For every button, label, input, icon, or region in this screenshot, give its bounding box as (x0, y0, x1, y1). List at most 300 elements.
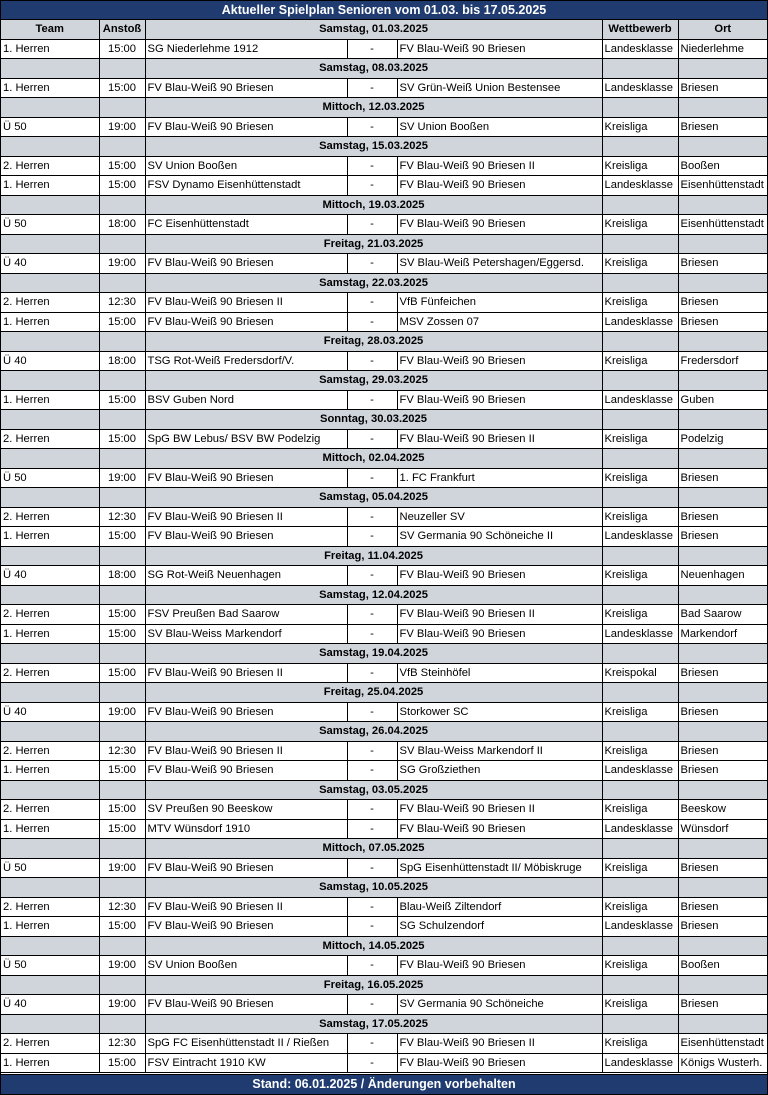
separator-cell: - (347, 507, 397, 527)
match-row (1, 507, 767, 527)
competition-cell: Landesklasse (602, 819, 678, 839)
team-cell: 1. Herren (1, 312, 99, 332)
day-filler-time (99, 1014, 145, 1034)
match-row (1, 78, 767, 98)
separator-cell: - (347, 897, 397, 917)
home-team-cell: MTV Wünsdorf 1910 (145, 819, 347, 839)
day-filler-competition (602, 59, 678, 79)
day-filler-venue (678, 59, 767, 79)
kickoff-cell: 19:00 (99, 254, 145, 274)
day-filler-time (99, 722, 145, 742)
team-cell: 1. Herren (1, 527, 99, 547)
match-row (1, 176, 767, 196)
day-filler-venue (678, 195, 767, 215)
day-date: Freitag, 25.04.2025 (145, 683, 602, 703)
match-row (1, 390, 767, 410)
day-date: Mittoch, 12.03.2025 (145, 98, 602, 118)
day-filler-team (1, 683, 99, 703)
day-date: Mittoch, 07.05.2025 (145, 839, 602, 859)
day-filler-team (1, 878, 99, 898)
away-team-cell: FV Blau-Weiß 90 Briesen (397, 566, 602, 586)
day-filler-time (99, 371, 145, 391)
separator-cell: - (347, 312, 397, 332)
away-team-cell: FV Blau-Weiß 90 Briesen (397, 215, 602, 235)
away-team-cell: VfB Steinhöfel (397, 663, 602, 683)
match-row (1, 605, 767, 625)
day-filler-team (1, 780, 99, 800)
day-filler-team (1, 644, 99, 664)
header-row (1, 20, 767, 39)
team-cell: Ü 50 (1, 858, 99, 878)
kickoff-cell: 15:00 (99, 390, 145, 410)
day-filler-venue (678, 975, 767, 995)
day-filler-team (1, 371, 99, 391)
kickoff-cell: 12:30 (99, 741, 145, 761)
separator-cell: - (347, 39, 397, 59)
kickoff-cell: 15:00 (99, 176, 145, 196)
home-team-cell: FV Blau-Weiß 90 Briesen II (145, 293, 347, 313)
day-filler-team (1, 59, 99, 79)
day-filler-time (99, 839, 145, 859)
separator-cell: - (347, 761, 397, 781)
kickoff-cell: 18:00 (99, 215, 145, 235)
kickoff-cell: 15:00 (99, 527, 145, 547)
day-filler-venue (678, 1014, 767, 1034)
competition-cell: Kreisliga (602, 215, 678, 235)
venue-cell: Fredersdorf (678, 351, 767, 371)
day-filler-venue (678, 644, 767, 664)
kickoff-cell: 15:00 (99, 624, 145, 644)
team-cell: 2. Herren (1, 741, 99, 761)
day-filler-competition (602, 195, 678, 215)
day-filler-competition (602, 585, 678, 605)
kickoff-cell: 19:00 (99, 117, 145, 137)
separator-cell: - (347, 624, 397, 644)
day-filler-time (99, 449, 145, 469)
team-cell: 1. Herren (1, 390, 99, 410)
separator-cell: - (347, 956, 397, 976)
header-team: Team (1, 20, 99, 39)
home-team-cell: SG Rot-Weiß Neuenhagen (145, 566, 347, 586)
away-team-cell: SG Schulzendorf (397, 917, 602, 937)
venue-cell: Eisenhüttenstadt (678, 1034, 767, 1054)
home-team-cell: SpG FC Eisenhüttenstadt II / Rießen (145, 1034, 347, 1054)
kickoff-cell: 19:00 (99, 995, 145, 1015)
competition-cell: Kreisliga (602, 254, 678, 274)
match-row (1, 917, 767, 937)
away-team-cell: FV Blau-Weiß 90 Briesen II (397, 429, 602, 449)
team-cell: 2. Herren (1, 429, 99, 449)
day-filler-competition (602, 975, 678, 995)
day-filler-venue (678, 878, 767, 898)
day-header-row (1, 585, 767, 605)
home-team-cell: FSV Eintracht 1910 KW (145, 1053, 347, 1073)
venue-cell: Briesen (678, 117, 767, 137)
day-filler-venue (678, 332, 767, 352)
venue-cell: Briesen (678, 468, 767, 488)
team-cell: 1. Herren (1, 78, 99, 98)
day-date: Freitag, 21.03.2025 (145, 234, 602, 254)
separator-cell: - (347, 1053, 397, 1073)
separator-cell: - (347, 741, 397, 761)
home-team-cell: FV Blau-Weiß 90 Briesen (145, 527, 347, 547)
schedule-title: Aktueller Spielplan Senioren vom 01.03. bis 17.05.2025 (1, 1, 767, 20)
day-header-row (1, 234, 767, 254)
match-row (1, 663, 767, 683)
day-date: Samstag, 19.04.2025 (145, 644, 602, 664)
home-team-cell: FC Eisenhüttenstadt (145, 215, 347, 235)
day-filler-venue (678, 683, 767, 703)
day-header-row (1, 332, 767, 352)
day-header-row (1, 683, 767, 703)
competition-cell: Landesklasse (602, 624, 678, 644)
day-filler-venue (678, 936, 767, 956)
venue-cell: Briesen (678, 995, 767, 1015)
home-team-cell: FV Blau-Weiß 90 Briesen (145, 995, 347, 1015)
match-row (1, 351, 767, 371)
away-team-cell: SG Großziethen (397, 761, 602, 781)
kickoff-cell: 18:00 (99, 566, 145, 586)
away-team-cell: 1. FC Frankfurt (397, 468, 602, 488)
match-row (1, 995, 767, 1015)
competition-cell: Kreisliga (602, 117, 678, 137)
day-filler-time (99, 878, 145, 898)
venue-cell: Podelzig (678, 429, 767, 449)
team-cell: Ü 40 (1, 351, 99, 371)
team-cell: 2. Herren (1, 293, 99, 313)
match-row (1, 117, 767, 137)
day-date: Sonntag, 30.03.2025 (145, 410, 602, 430)
day-header-row (1, 936, 767, 956)
kickoff-cell: 19:00 (99, 858, 145, 878)
day-filler-time (99, 546, 145, 566)
day-filler-competition (602, 137, 678, 157)
away-team-cell: SV Grün-Weiß Union Bestensee (397, 78, 602, 98)
venue-cell: Niederlehme (678, 39, 767, 59)
day-filler-venue (678, 98, 767, 118)
day-filler-time (99, 273, 145, 293)
away-team-cell: SV Union Booßen (397, 117, 602, 137)
away-team-cell: FV Blau-Weiß 90 Briesen II (397, 1034, 602, 1054)
home-team-cell: FV Blau-Weiß 90 Briesen (145, 117, 347, 137)
away-team-cell: FV Blau-Weiß 90 Briesen (397, 39, 602, 59)
home-team-cell: FV Blau-Weiß 90 Briesen II (145, 663, 347, 683)
day-filler-team (1, 936, 99, 956)
away-team-cell: SV Blau-Weiß Petershagen/Eggersd. (397, 254, 602, 274)
venue-cell: Eisenhüttenstadt (678, 215, 767, 235)
day-date: Samstag, 17.05.2025 (145, 1014, 602, 1034)
day-filler-time (99, 585, 145, 605)
venue-cell: Briesen (678, 78, 767, 98)
match-row (1, 761, 767, 781)
kickoff-cell: 12:30 (99, 897, 145, 917)
day-date: Samstag, 12.04.2025 (145, 585, 602, 605)
day-date: Freitag, 28.03.2025 (145, 332, 602, 352)
competition-cell: Kreisliga (602, 858, 678, 878)
venue-cell: Guben (678, 390, 767, 410)
competition-cell: Kreisliga (602, 702, 678, 722)
day-filler-competition (602, 234, 678, 254)
venue-cell: Markendorf (678, 624, 767, 644)
away-team-cell: FV Blau-Weiß 90 Briesen II (397, 605, 602, 625)
home-team-cell: FV Blau-Weiß 90 Briesen (145, 312, 347, 332)
venue-cell: Briesen (678, 663, 767, 683)
day-filler-venue (678, 488, 767, 508)
day-filler-competition (602, 878, 678, 898)
competition-cell: Landesklasse (602, 1053, 678, 1073)
kickoff-cell: 15:00 (99, 1053, 145, 1073)
team-cell: 1. Herren (1, 176, 99, 196)
match-row (1, 39, 767, 59)
competition-cell: Landesklasse (602, 917, 678, 937)
team-cell: 2. Herren (1, 605, 99, 625)
team-cell: 2. Herren (1, 507, 99, 527)
team-cell: Ü 40 (1, 254, 99, 274)
day-filler-team (1, 1014, 99, 1034)
day-filler-team (1, 449, 99, 469)
competition-cell: Landesklasse (602, 390, 678, 410)
day-filler-venue (678, 137, 767, 157)
match-row (1, 897, 767, 917)
separator-cell: - (347, 156, 397, 176)
venue-cell: Beeskow (678, 800, 767, 820)
day-filler-venue (678, 449, 767, 469)
match-row (1, 702, 767, 722)
kickoff-cell: 15:00 (99, 39, 145, 59)
separator-cell: - (347, 293, 397, 313)
day-filler-team (1, 839, 99, 859)
home-team-cell: FV Blau-Weiß 90 Briesen (145, 702, 347, 722)
venue-cell: Eisenhüttenstadt (678, 176, 767, 196)
away-team-cell: Blau-Weiß Ziltendorf (397, 897, 602, 917)
day-filler-time (99, 410, 145, 430)
competition-cell: Landesklasse (602, 78, 678, 98)
day-filler-competition (602, 449, 678, 469)
home-team-cell: SpG BW Lebus/ BSV BW Podelzig (145, 429, 347, 449)
venue-cell: Briesen (678, 507, 767, 527)
team-cell: Ü 40 (1, 702, 99, 722)
venue-cell: Briesen (678, 312, 767, 332)
team-cell: 1. Herren (1, 761, 99, 781)
home-team-cell: FV Blau-Weiß 90 Briesen (145, 468, 347, 488)
away-team-cell: SV Germania 90 Schöneiche II (397, 527, 602, 547)
away-team-cell: FV Blau-Weiß 90 Briesen II (397, 800, 602, 820)
day-filler-venue (678, 722, 767, 742)
kickoff-cell: 19:00 (99, 468, 145, 488)
separator-cell: - (347, 351, 397, 371)
day-filler-competition (602, 683, 678, 703)
separator-cell: - (347, 800, 397, 820)
kickoff-cell: 15:00 (99, 761, 145, 781)
team-cell: Ü 40 (1, 566, 99, 586)
team-cell: 1. Herren (1, 819, 99, 839)
day-filler-time (99, 137, 145, 157)
day-filler-team (1, 273, 99, 293)
match-row (1, 429, 767, 449)
day-filler-time (99, 975, 145, 995)
team-cell: 2. Herren (1, 897, 99, 917)
kickoff-cell: 15:00 (99, 156, 145, 176)
team-cell: 1. Herren (1, 1053, 99, 1073)
day-filler-competition (602, 332, 678, 352)
header-competition: Wettbewerb (602, 20, 678, 39)
home-team-cell: TSG Rot-Weiß Fredersdorf/V. (145, 351, 347, 371)
separator-cell: - (347, 215, 397, 235)
kickoff-cell: 15:00 (99, 605, 145, 625)
team-cell: 2. Herren (1, 800, 99, 820)
day-filler-competition (602, 371, 678, 391)
venue-cell: Briesen (678, 858, 767, 878)
competition-cell: Kreisliga (602, 995, 678, 1015)
home-team-cell: FV Blau-Weiß 90 Briesen (145, 254, 347, 274)
day-filler-time (99, 936, 145, 956)
team-cell: 1. Herren (1, 39, 99, 59)
competition-cell: Kreisliga (602, 956, 678, 976)
day-filler-time (99, 195, 145, 215)
team-cell: Ü 50 (1, 468, 99, 488)
header-time: Anstoß (99, 20, 145, 39)
kickoff-cell: 18:00 (99, 351, 145, 371)
away-team-cell: FV Blau-Weiß 90 Briesen (397, 1053, 602, 1073)
separator-cell: - (347, 663, 397, 683)
separator-cell: - (347, 468, 397, 488)
header-date: Samstag, 01.03.2025 (145, 20, 602, 39)
away-team-cell: Neuzeller SV (397, 507, 602, 527)
match-row (1, 819, 767, 839)
competition-cell: Kreisliga (602, 468, 678, 488)
separator-cell: - (347, 819, 397, 839)
home-team-cell: FSV Preußen Bad Saarow (145, 605, 347, 625)
competition-cell: Kreisliga (602, 429, 678, 449)
home-team-cell: BSV Guben Nord (145, 390, 347, 410)
competition-cell: Kreisliga (602, 1034, 678, 1054)
day-date: Samstag, 05.04.2025 (145, 488, 602, 508)
kickoff-cell: 15:00 (99, 917, 145, 937)
day-header-row (1, 59, 767, 79)
day-filler-competition (602, 1014, 678, 1034)
separator-cell: - (347, 254, 397, 274)
venue-cell: Bad Saarow (678, 605, 767, 625)
schedule-table (1, 20, 767, 1073)
match-row (1, 215, 767, 235)
venue-cell: Briesen (678, 761, 767, 781)
competition-cell: Kreisliga (602, 897, 678, 917)
day-filler-venue (678, 273, 767, 293)
day-header-row (1, 98, 767, 118)
away-team-cell: FV Blau-Weiß 90 Briesen (397, 351, 602, 371)
day-header-row (1, 449, 767, 469)
day-filler-time (99, 98, 145, 118)
day-filler-team (1, 195, 99, 215)
separator-cell: - (347, 117, 397, 137)
venue-cell: Briesen (678, 702, 767, 722)
match-row (1, 527, 767, 547)
kickoff-cell: 12:30 (99, 507, 145, 527)
day-filler-competition (602, 488, 678, 508)
venue-cell: Briesen (678, 897, 767, 917)
day-filler-time (99, 780, 145, 800)
competition-cell: Kreisliga (602, 351, 678, 371)
kickoff-cell: 15:00 (99, 429, 145, 449)
separator-cell: - (347, 917, 397, 937)
match-row (1, 858, 767, 878)
team-cell: Ü 50 (1, 215, 99, 235)
separator-cell: - (347, 1034, 397, 1054)
day-filler-team (1, 332, 99, 352)
competition-cell: Landesklasse (602, 312, 678, 332)
day-header-row (1, 878, 767, 898)
day-filler-team (1, 546, 99, 566)
day-header-row (1, 546, 767, 566)
match-row (1, 800, 767, 820)
day-filler-competition (602, 936, 678, 956)
day-date: Samstag, 29.03.2025 (145, 371, 602, 391)
kickoff-cell: 15:00 (99, 663, 145, 683)
day-header-row (1, 1014, 767, 1034)
home-team-cell: FV Blau-Weiß 90 Briesen II (145, 507, 347, 527)
day-filler-competition (602, 644, 678, 664)
header-venue: Ort (678, 20, 767, 39)
venue-cell: Briesen (678, 917, 767, 937)
day-filler-venue (678, 371, 767, 391)
venue-cell: Briesen (678, 527, 767, 547)
away-team-cell: FV Blau-Weiß 90 Briesen (397, 624, 602, 644)
home-team-cell: FV Blau-Weiß 90 Briesen (145, 858, 347, 878)
venue-cell: Königs Wusterh. (678, 1053, 767, 1073)
day-date: Samstag, 03.05.2025 (145, 780, 602, 800)
day-filler-venue (678, 410, 767, 430)
match-row (1, 156, 767, 176)
day-filler-time (99, 683, 145, 703)
day-filler-time (99, 234, 145, 254)
day-filler-team (1, 98, 99, 118)
separator-cell: - (347, 702, 397, 722)
match-row (1, 254, 767, 274)
day-filler-team (1, 975, 99, 995)
home-team-cell: FV Blau-Weiß 90 Briesen II (145, 897, 347, 917)
day-header-row (1, 644, 767, 664)
day-filler-venue (678, 546, 767, 566)
day-filler-competition (602, 780, 678, 800)
day-header-row (1, 488, 767, 508)
day-filler-team (1, 722, 99, 742)
day-filler-time (99, 332, 145, 352)
match-row (1, 293, 767, 313)
team-cell: Ü 40 (1, 995, 99, 1015)
team-cell: 1. Herren (1, 917, 99, 937)
kickoff-cell: 19:00 (99, 702, 145, 722)
venue-cell: Briesen (678, 293, 767, 313)
venue-cell: Briesen (678, 741, 767, 761)
kickoff-cell: 15:00 (99, 819, 145, 839)
match-row (1, 956, 767, 976)
venue-cell: Booßen (678, 156, 767, 176)
competition-cell: Kreisliga (602, 800, 678, 820)
schedule-footer: Stand: 06.01.2025 / Änderungen vorbehalten (1, 1074, 767, 1094)
home-team-cell: FV Blau-Weiß 90 Briesen II (145, 741, 347, 761)
competition-cell: Kreisliga (602, 293, 678, 313)
separator-cell: - (347, 527, 397, 547)
competition-cell: Kreisliga (602, 566, 678, 586)
day-date: Mittoch, 02.04.2025 (145, 449, 602, 469)
day-header-row (1, 273, 767, 293)
home-team-cell: SV Union Booßen (145, 156, 347, 176)
away-team-cell: FV Blau-Weiß 90 Briesen (397, 956, 602, 976)
team-cell: 1. Herren (1, 624, 99, 644)
kickoff-cell: 19:00 (99, 956, 145, 976)
day-filler-competition (602, 98, 678, 118)
team-cell: 2. Herren (1, 1034, 99, 1054)
